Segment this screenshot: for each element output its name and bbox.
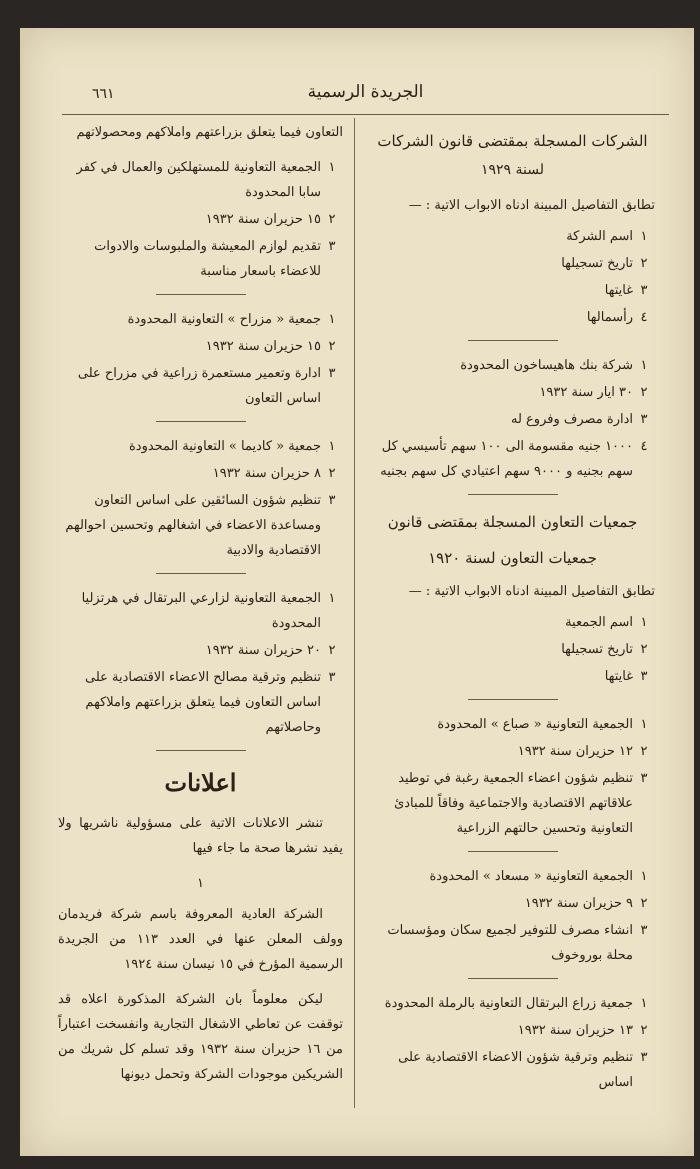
entry-block [370, 712, 655, 841]
item-text: ١٠٠٠ جنيه مقسومة الى ١٠٠ سهم تأسيسي كل سهم بجنيه و ٩٠٠٠ سهم اعتيادي كل سهم بجنيه [380, 439, 633, 479]
list-item [370, 610, 655, 635]
companies-intro: تطابق التفاصيل المبينة ادناه الابواب الاتية : — [408, 198, 655, 213]
entry-block [58, 155, 343, 284]
companies-title: الشركات المسجلة بمقتضى قانون الشركات [377, 132, 648, 150]
item-text: اسم الجمعية [565, 615, 633, 630]
page-header [62, 80, 669, 115]
list-item [58, 488, 343, 563]
item-number: ١ [640, 615, 648, 630]
item-text: تاريخ تسجيلها [561, 256, 633, 271]
gazette-title: الجريدة الرسمية [307, 82, 424, 102]
list-item [370, 664, 655, 689]
item-number: ٢ [640, 1023, 648, 1038]
item-text: جمعية زراع البرتقال التعاونية بالرملة المحدودة [384, 996, 633, 1011]
item-number: ٢ [328, 643, 336, 658]
item-number: ٣ [640, 771, 648, 786]
item-text: تنظيم شؤون السائقين على اساس التعاون ومساعدة الاعضاء في اشغالهم وتحسين احوالهم الاقتصادية والادبية [65, 493, 321, 558]
list-item [58, 307, 343, 332]
section-rule [468, 699, 558, 700]
item-number: ٣ [640, 669, 648, 684]
item-text: غايتها [604, 669, 633, 684]
list-item [370, 278, 655, 303]
list-item [370, 251, 655, 276]
section-rule [468, 978, 558, 979]
page-number: ٦٦١ [92, 86, 115, 102]
list-item [370, 353, 655, 378]
entry-block [58, 434, 343, 563]
item-text: شركة بنك هاهيساخون المحدودة [460, 358, 633, 373]
entry-block [58, 307, 343, 411]
list-item [370, 1018, 655, 1043]
item-text: الجمعية التعاونية للمستهلكين والعمال في كفر سابا المحدودة [76, 160, 321, 200]
item-number: ١ [640, 229, 648, 244]
item-number: ٣ [328, 366, 336, 381]
item-number: ١ [640, 717, 648, 732]
entry-block [58, 586, 343, 740]
item-text: تقديم لوازم المعيشة والملبوسات والادوات للاعضاء باسعار مناسبة [94, 239, 321, 279]
section-rule [156, 421, 246, 422]
item-number: ٤ [640, 310, 648, 325]
item-number: ١ [328, 312, 336, 327]
companies-year: لسنة ١٩٢٩ [480, 162, 544, 178]
list-item [370, 712, 655, 737]
item-text: الجمعية التعاونية « صباع » المحدودة [437, 717, 633, 732]
item-number: ٣ [640, 412, 648, 427]
item-number: ٣ [640, 923, 648, 938]
list-item [58, 461, 343, 486]
item-number: ٣ [328, 239, 336, 254]
coops-headings-list [370, 610, 655, 689]
left-entries [58, 155, 343, 751]
item-text: ١٣ حزيران سنة ١٩٣٢ [517, 1023, 633, 1038]
list-item [370, 766, 655, 841]
list-item [58, 234, 343, 284]
item-number: ٢ [328, 339, 336, 354]
list-item [58, 334, 343, 359]
item-text: انشاء مصرف للتوفير لجميع سكان ومؤسسات محلة بوروخوف [387, 923, 633, 963]
ad-number: ١ [197, 876, 204, 891]
list-item [58, 638, 343, 663]
item-text: رأسمالها [586, 310, 633, 325]
coops-intro: تطابق التفاصيل المبينة ادناه الابواب الاتية : — [408, 584, 655, 599]
column-divider [354, 118, 355, 1108]
list-item [370, 434, 655, 484]
item-number: ١ [328, 160, 336, 175]
item-number: ١ [640, 996, 648, 1011]
item-number: ٢ [328, 212, 336, 227]
item-number: ١ [640, 358, 648, 373]
list-item [370, 891, 655, 916]
item-text: ٢٠ حزيران سنة ١٩٣٢ [205, 643, 321, 658]
ad-paragraph-2: ليكن معلوماً بان الشركة المذكورة اعلاه قد توقفت عن تعاطي الاشغال التجارية وانفسخت اعتباراً من ١٦ حزيران سنة ١٩٣٢ وقد تسلم كل شريك من الشريكين موجودات الشركة وتحمل ديونها [58, 992, 344, 1082]
list-item [370, 637, 655, 662]
item-number: ٣ [328, 493, 336, 508]
companies-headings-list [370, 224, 655, 330]
item-number: ٢ [328, 466, 336, 481]
list-item [370, 739, 655, 764]
list-item [370, 864, 655, 889]
list-item [58, 434, 343, 459]
item-text: ١٥ حزيران سنة ١٩٣٢ [205, 339, 321, 354]
item-number: ٢ [640, 744, 648, 759]
list-item [370, 224, 655, 249]
section-rule [156, 750, 246, 751]
coops-title: جمعيات التعاون المسجلة بمقتضى قانون [387, 513, 638, 531]
item-number: ٤ [640, 439, 648, 454]
list-item [58, 155, 343, 205]
item-number: ٣ [328, 670, 336, 685]
item-text: غايتها [604, 283, 633, 298]
item-number: ٢ [640, 642, 648, 657]
item-text: ٣٠ ايار سنة ١٩٣٢ [539, 385, 633, 400]
right-column [370, 120, 655, 1097]
item-text: اسم الشركة [566, 229, 633, 244]
section-rule [156, 573, 246, 574]
item-number: ٢ [640, 385, 648, 400]
item-text: ٨ حزيران سنة ١٩٣٢ [212, 466, 321, 481]
item-number: ٢ [640, 896, 648, 911]
company-entry [370, 353, 655, 484]
list-item [370, 407, 655, 432]
item-number: ٣ [640, 1050, 648, 1065]
ads-intro: تنشر الاعلانات الاتية على مسؤولية ناشريها ولا يفيد نشرها صحة ما جاء فيها [58, 816, 343, 856]
item-text: تاريخ تسجيلها [561, 642, 633, 657]
item-text: ١٢ حزيران سنة ١٩٣٢ [517, 744, 633, 759]
coops-title-line2: جمعيات التعاون لسنة ١٩٢٠ [428, 549, 597, 567]
ad-paragraph-1: الشركة العادية المعروفة باسم شركة فريدمان وولف المعلن عنها في العدد ١١٣ من الجريدة الرسمية المؤرخ في ١٥ نيسان سنة ١٩٢٤ [58, 907, 343, 972]
item-number: ١ [640, 869, 648, 884]
ads-title: اعلانات [164, 768, 237, 797]
list-item [58, 665, 343, 740]
continuation-text: التعاون فيما يتعلق بزراعتهم واملاكهم ومحصولاتهم [76, 125, 343, 140]
item-text: جمعية « كاديما » التعاونية المحدودة [128, 439, 321, 454]
section-rule [468, 340, 558, 341]
list-item [370, 991, 655, 1016]
section-rule [468, 851, 558, 852]
list-item [58, 586, 343, 636]
list-item [370, 380, 655, 405]
list-item [370, 1045, 655, 1095]
list-item [370, 918, 655, 968]
item-text: ٩ حزيران سنة ١٩٣٢ [524, 896, 633, 911]
entry-block [370, 864, 655, 968]
item-text: ادارة وتعمير مستعمرة زراعية في مزراح على اساس التعاون [77, 366, 321, 406]
item-text: ادارة مصرف وفروع له [510, 412, 633, 427]
coop-entries [370, 699, 655, 1095]
list-item [58, 207, 343, 232]
item-number: ٢ [640, 256, 648, 271]
entry-block [370, 991, 655, 1095]
item-number: ٣ [640, 283, 648, 298]
item-text: الجمعية التعاونية لزارعي البرتقال في هرتزليا المحدودة [81, 591, 321, 631]
item-text: تنظيم وترقية مصالح الاعضاء الاقتصادية على اساس التعاون فيما يتعلق بزراعتهم واملاكهم وحاصلاتهم [85, 670, 321, 735]
section-rule [468, 494, 558, 495]
item-number: ١ [328, 439, 336, 454]
list-item [58, 361, 343, 411]
item-text: تنظيم وترقية شؤون الاعضاء الاقتصادية على اساس [398, 1050, 633, 1090]
item-text: جمعية « مزراح » التعاونية المحدودة [127, 312, 321, 327]
item-number: ١ [328, 591, 336, 606]
section-rule [156, 294, 246, 295]
item-text: الجمعية التعاونية « مسعاد » المحدودة [429, 869, 633, 884]
item-text: ١٥ حزيران سنة ١٩٣٢ [205, 212, 321, 227]
left-column [58, 120, 343, 1097]
list-item [370, 305, 655, 330]
item-text: تنظيم شؤون اعضاء الجمعية رغبة في توطيد علاقاتهم الاقتصادية والاجتماعية وفاقاً للمبادئ التعاونية وتحسين حالتهم الزراعية [394, 771, 633, 836]
